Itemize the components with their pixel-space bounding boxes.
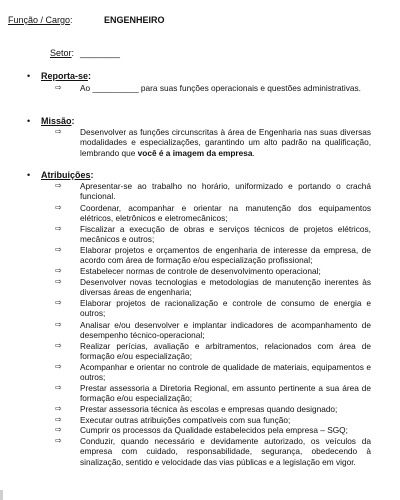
arrow-right-icon: ⇨: [55, 127, 62, 136]
arrow-right-icon: ⇨: [55, 383, 62, 392]
setor-blank: ________: [80, 48, 121, 58]
section-title-missao: [41, 116, 75, 127]
setor-row: [50, 48, 74, 59]
setor-label: Setor: [50, 48, 72, 58]
funcao-cargo-row: [8, 15, 73, 26]
list-item: [55, 383, 371, 404]
list-item: [55, 224, 371, 245]
list-item-text: Cumprir os processos da Qualidade estabelecidos pela empresa – SGQ;: [80, 425, 348, 435]
arrow-right-icon: ⇨: [55, 266, 62, 275]
reporta-text: [80, 83, 371, 93]
setor-colon: :: [71, 48, 75, 58]
list-item-text: Coordenar, acompanhar e orientar na manutenção dos equipamentos elétricos, eletrônicos e eletromecânicos;: [80, 203, 371, 224]
funcao-cargo-colon: :: [70, 15, 73, 25]
reporta-text-blank: __________: [92, 83, 139, 93]
bullet-icon: •: [27, 116, 31, 126]
missao-item: [55, 127, 371, 158]
arrow-right-icon: ⇨: [55, 415, 62, 424]
reporta-item: [55, 83, 371, 93]
reporta-text-pre: Ao: [80, 83, 93, 93]
missao-text-bold: você é a imagem da empresa: [137, 147, 253, 158]
list-item-text: Elaborar projetos de racionalização e controle de consumo de energia e outros;: [80, 298, 371, 319]
list-item: [55, 425, 371, 435]
list-item: [55, 436, 371, 467]
bullet-icon: •: [27, 170, 31, 180]
missao-label: Missão: [41, 116, 72, 126]
list-item-text: Elaborar projetos e orçamentos de engenharia de interesse da empresa, de acordo com área de formação e/ou especialização profissional;: [80, 245, 371, 266]
list-item: [55, 277, 371, 298]
missao-text-end: .: [252, 147, 255, 158]
list-item-text: Realizar perícias, avaliação e arbitramentos, relacionados com área de formação e/ou especialização;: [80, 341, 371, 362]
list-item-text: Estabelecer normas de controle de desenvolvimento operacional;: [80, 266, 321, 276]
arrow-right-icon: ⇨: [55, 436, 62, 445]
arrow-right-icon: ⇨: [55, 404, 62, 413]
reporta-label: Reporta-se: [41, 71, 89, 81]
arrow-right-icon: ⇨: [55, 181, 62, 190]
list-item: [55, 404, 371, 414]
reporta-text-post: para suas funções operacionais e questões administrativas.: [138, 83, 361, 93]
arrow-right-icon: ⇨: [55, 341, 62, 350]
list-item: [55, 341, 371, 362]
arrow-right-icon: ⇨: [55, 277, 62, 286]
list-item-text: Prestar assessoria técnica às escolas e empresas quando designado;: [80, 404, 338, 414]
list-item: [55, 181, 371, 202]
missao-text: [80, 127, 371, 158]
list-item-text: Acompanhar e orientar no controle de qualidade de materiais, equipamentos e outros;: [80, 362, 371, 383]
arrow-right-icon: ⇨: [55, 298, 62, 307]
arrow-right-icon: ⇨: [55, 83, 62, 92]
bullet-icon: •: [27, 71, 31, 81]
list-item: [55, 266, 371, 276]
atribuicoes-colon: :: [90, 170, 94, 180]
list-item-text: Fiscalizar a execução de obras e serviços técnicos de projetos elétricos, mecânicos e outros;: [80, 224, 371, 245]
page-edge-marker: [0, 490, 3, 500]
funcao-cargo-label: Função / Cargo: [8, 15, 71, 25]
funcao-cargo-value: ENGENHEIRO: [104, 15, 165, 25]
arrow-right-icon: ⇨: [55, 425, 62, 434]
arrow-right-icon: ⇨: [55, 224, 62, 233]
list-item: [55, 245, 371, 266]
section-title-reporta: [41, 71, 91, 82]
arrow-right-icon: ⇨: [55, 362, 62, 371]
missao-colon: :: [71, 116, 75, 126]
list-item-text: Desenvolver novas tecnologias e metodologias de manutenção inerentes às diversas áreas de engenharia;: [80, 277, 371, 298]
list-item: [55, 320, 371, 341]
list-item-text: Conduzir, quando necessário e devidamente autorizado, os veículos da empresa com cuidado, responsabilidade, segurança, obedecendo à sinalização, sentido e velocidade das vias públicas e a legislação em vigor.: [80, 436, 371, 467]
list-item: [55, 203, 371, 224]
arrow-right-icon: ⇨: [55, 203, 62, 212]
list-item: [55, 362, 371, 383]
arrow-right-icon: ⇨: [55, 245, 62, 254]
reporta-colon: :: [88, 71, 92, 81]
missao-text-main: Desenvolver as funções circunscritas à área de Engenharia nas suas diversas modalidades e especializações, garantindo um alto padrão na qualificação, lembrando que: [80, 127, 371, 158]
list-item-text: Executar outras atribuições compatíveis com sua função;: [80, 415, 291, 425]
list-item-text: Apresentar-se ao trabalho no horário, uniformizado e portando o crachá funcional.: [80, 181, 371, 202]
list-item: [55, 415, 371, 425]
list-item: [55, 298, 371, 319]
list-item-text: Analisar e/ou desenvolver e implantar indicadores de acompanhamento de desempenho técnico-operacional;: [80, 320, 371, 341]
list-item-text: Prestar assessoria a Diretoria Regional, em assunto pertinente a sua área de formação e/ou especialização;: [80, 383, 371, 404]
atribuicoes-label: Atribuições: [41, 170, 91, 180]
arrow-right-icon: ⇨: [55, 320, 62, 329]
section-title-atribuicoes: [41, 170, 94, 181]
